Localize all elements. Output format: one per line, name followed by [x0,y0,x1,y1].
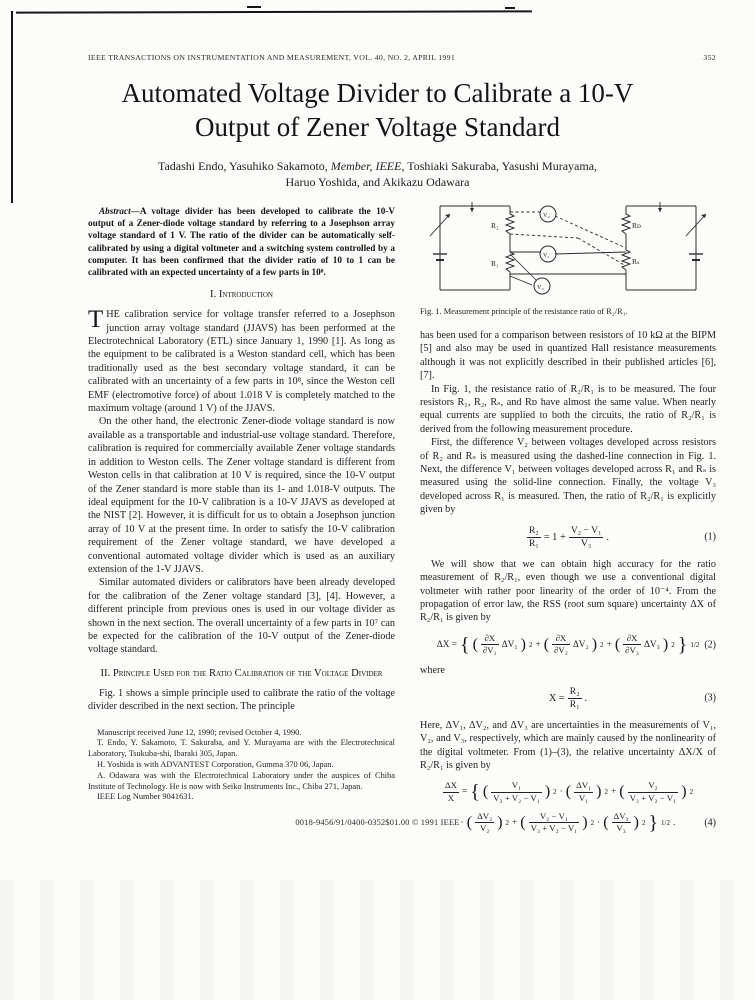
right-paragraph-2: In Fig. 1, the resistance ratio of R₂/R₁ is to be measured. The four resistors R₁, R₂, Rₛ, and Rᴅ have almost the same value. When nearly equal currents are supplied to both the circuits, the ratio of R₂/R₁ is derived from the following measurement procedure. [420,383,716,435]
paren-close: ) [520,635,526,653]
intro-paragraph-1-text: HE calibration service for voltage transfer referred to a Josephson junction array voltage standard (JJAVS) has been performed at the Electrotechnical Laboratory (ETL) since January 1, 1990 [1]. As long as the equipment to be calibrated is a Weston standard cell, which has been traditionally used as the best secondary voltage standard, it can be calibrated with an uncertainty of a few parts in 10⁸, since the Weston cell EMF (electromotive force) of about 1.018 V is completely matched to the maximum voltage (around 1 V) of the JJAVS. [88,309,395,415]
frac-v2v1-sum: $\frac{\text{V₂ − V₁}}{\text{V₃ + V₂ − V₁}}$ [530,810,578,834]
frac-v2v1-v3: $\frac{\text{V₂ − V₁}}{\text{V₃}}$ [570,524,602,549]
footnote-manuscript: Manuscript received June 12, 1990; revised October 4, 1990. [97,727,302,737]
frac-dx-dv3: $\frac{\partial X}{\text{∂V₃}}$ [625,632,639,656]
scan-artifact-top-line [16,10,532,13]
journal-line: IEEE TRANSACTIONS ON INSTRUMENTATION AND MEASUREMENT, VOL. 40, NO. 2, APRIL 1991 [88,53,456,62]
paren-open: ( [466,813,473,831]
frac-v1-sum: $\frac{\text{V₁}}{\text{V₃ + V₂ − V₁}}$ [493,780,540,803]
paper-title-line1: Automated Voltage Divider to Calibrate a 10-V [121,78,634,108]
cdot: · [559,787,563,798]
paren-open: ( [543,635,550,653]
dropcap-T: T [88,306,104,334]
frac-v2-sum: $\frac{\text{V₂}}{\text{V₃ + V₂ − V₁}}$ [629,780,677,803]
frac-dv2-v2: $\frac{\text{ΔV₂}}{\text{V₂}}$ [477,810,493,834]
authors-line1-pre: Tadashi Endo, Yasuhiko Sakamoto, [157,159,331,173]
eq1-period: . [606,531,610,543]
paper-title-line2: Output of Zener Voltage Standard [195,112,560,142]
equation-2-number: (2) [704,639,716,651]
plus-sign: + [610,787,617,798]
right-paragraph-4: We will show that we can obtain high accuracy for the ratio measurement of R₂/R₁, even though we use a conventional digital voltmeter with rather poor linearity of the order of 10⁻⁴. From the propagation of error law, the RSS (root sum square) uncertainty ΔX of R₂/R₁ is given by [420,558,716,624]
equation-1 [420,526,716,549]
circuit-diagram [420,196,716,300]
equation-3 [420,687,716,710]
two-column-body [88,196,716,842]
abstract-label: Abstract— [99,206,140,216]
copyright-line: 0018-9456/91/0400-0352$01.00 © 1991 IEEE [295,818,460,827]
paren-close: ) [596,783,602,801]
paren-close: ) [582,813,588,831]
right-paragraph-1: has been used for a comparison between resistors of 10 kΩ at the BIPM [5] and also may be used in quantized Hall resistance measurements although it was not explicitly described in their published articles [6], [7]. [420,330,716,382]
paren-open: ( [619,783,625,801]
right-paragraph-5: Here, ΔV₁, ΔV₂, and ΔV₃ are uncertainties in the measurements of V₁, V₂, and V₃, respectively, which are mainly caused by the nonlinearity of the digital voltmeter. From (1)–(3), the relative uncertainty ΔX/X of R₂/R₁ is given by [420,719,716,772]
figure-1 [420,196,716,317]
brace-open: { [470,781,480,804]
cdot: · [460,817,464,828]
paren-close: ) [633,813,639,831]
frac-dv1-v1: $\frac{\text{ΔV₁}}{\text{V₁}}$ [576,780,592,803]
eq2-dv1: ΔV₁ [501,639,518,650]
footnote-log-number: IEEE Log Number 9041631. [97,792,194,802]
where-label: where [420,665,445,677]
section-heading-principle: II. Principle Used for the Ratio Calibration of the Voltage Divider [100,667,383,679]
brace-close: } [648,811,659,834]
abstract [88,205,395,278]
plus-sign: + [606,639,612,650]
left-column [88,196,395,842]
principle-paragraph-1: Fig. 1 shows a simple principle used to calibrate the ratio of the voltage divider described in the next section. The principle [88,687,395,713]
frac-dxx: $\frac{\Delta X}{X}$ [444,780,457,803]
right-column [420,196,716,842]
authors-line1-post: , Toshiaki Sakuraba, Yasushi Murayama, [401,159,598,173]
frac-dx-dv1: $\frac{\partial X}{\text{∂V₁}}$ [482,632,497,656]
frac-dv3-v3: $\frac{\text{ΔV₃}}{\text{V₃}}$ [613,810,629,834]
paren-close: ) [681,783,687,801]
equation-1-number: (1) [704,531,716,543]
intro-paragraph-2: On the other hand, the electronic Zener-diode voltage standard is now available as a transportable and industrial-use voltage standard. Therefore, calibration is required for commercially available Zener voltage standards in addition to Weston cells. The Zener voltage standard is different from Weston cells in that calibration at 10 V is required, since the 10-V output of the Zener standard is more stable than its 1- and 1.018-V outputs. The ideal equipment for the 10-V calibration is a 10-V JJAVS as developed at the NIST [2]. However, it is difficult for us to obtain a Josephson junction array of 10 V at the present time. In order to satisfy the 10-V calibration requirement of the Zener voltage standard, we have developed a conventional automated voltage divider which is used as an auxiliary extension of the 1-V JJAVS. [88,416,395,575]
title-block [0,76,755,190]
running-head [88,53,716,62]
paren-close: ) [662,635,669,653]
page-number: 352 [703,53,716,62]
label-r1: R₁ [491,259,499,268]
eq1-mid: = 1 + [543,531,566,543]
paren-open: ( [472,635,478,653]
equation-4-line1: $\frac{\Delta X}{X}$ = { ( $\frac{\text{V₁}}{\text{V₃ + V₂ − V₁}}$ ) 2 · ( $\frac{\text{ΔV₁}}{\text{V₁}}$ ) 2 + ( $\frac{\text{V₂}}{\text{V₃ + V₂ − V₁}}$ ) 2 [444,780,694,804]
paren-open: ( [520,813,526,831]
frac-dx-dv2: $\frac{\partial X}{\text{∂V₂}}$ [554,632,568,656]
paren-open: ( [482,783,489,801]
paren-open: ( [614,635,621,653]
footnote-affiliation-advantest: H. Yoshida is with ADVANTEST Corporation, Gumma 370 06, Japan. [97,759,334,769]
label-rd: Rᴅ [632,221,641,230]
footnote-affiliation-etl: T. Endo, Y. Sakamoto, T. Sakuraba, and Y. Murayama are with the Electrotechnical Laboratory, Tsukuba-shi, Ibaraki 305, Japan. [88,738,395,759]
equation-2: ΔX = { ( $\frac{\partial X}{\text{∂V₁}}$ ΔV₁ ) 2 + ( $\frac{\partial X}{\text{∂V₂}}$ ΔV₂ ) 2 + ( $\frac{\partial X}{\text{∂V₃}}$ ΔV₃ ) 2 } 1/2 (2) [436,632,716,656]
brace-open: { [459,633,470,656]
equation-4-line2: · ( $\frac{\text{ΔV₂}}{\text{V₂}}$ ) 2 + ( $\frac{\text{V₂ − V₁}}{\text{V₃ + V₂ − V₁}}$ ) 2 · ( $\frac{\text{ΔV₃}}{\text{V₃}}$ ) 2 } 1/2 . (4) [460,810,716,834]
paren-close: ) [544,783,551,801]
eq2-lhs: ΔX = [436,639,457,650]
footnote-block [88,728,395,804]
footnote-affiliation-odawara: A. Odawara was with the Electrotechnical Laboratory under the auspices of Chiba Institute of Technology. He is now with Seiko Instruments Inc., Chiba 271, Japan. [88,770,395,791]
figure-1-caption: Fig. 1. Measurement principle of the resistance ratio of R₂/R₁. [420,307,628,316]
equation-4-number: (4) [704,817,716,829]
eq3-lhs: X = [548,692,565,704]
eq2-dv3: ΔV₃ [643,639,660,650]
plus-sign: + [535,639,541,650]
plus-sign: + [512,817,518,828]
paren-close: ) [497,813,503,831]
eq3-period: . [584,692,588,704]
frac-r2-r1: $\frac{\text{R₂}}{\text{R₁}}$ [528,524,539,549]
cdot: · [597,817,601,828]
label-v3: V₃ [537,284,544,291]
intro-paragraph-3: Similar automated dividers or calibrators have been already developed for the calibration of the Zener voltage standard [3], [4]. However, a different principle from previous ones is used in our voltage divider as shown in the next section. The overall uncertainty of a few parts in 10⁷ can be expected for the calibration of the 10-V output of the Zener-diode voltage standard. [88,577,395,656]
label-r2: R₂ [491,221,499,230]
right-paragraph-3: First, the difference V₂ between voltages developed across resistors of R₂ and Rₛ is measured using the dashed-line connection in Fig. 1. Next, the difference V₁ between voltages developed across R₁ and Rₛ is measured using the solid-line connection. Finally, the voltage V₃ developed across R₁ is measured. Then, the ratio of R₂/R₁ is explicitly given by [420,437,716,516]
label-v1: V₁ [543,252,550,259]
author-list [0,158,755,190]
label-v2: V₂ [543,212,550,219]
equation-3-number: (3) [704,692,716,704]
scan-noise-band [0,880,755,1000]
eq2-dv2: ΔV₂ [572,639,589,650]
frac-r2-r1-eq3: $\frac{\text{R₂}}{\text{R₁}}$ [569,685,580,710]
scan-artifact-dash [505,7,515,9]
scan-artifact-dash [247,6,261,8]
paren-open: ( [565,783,572,801]
intro-paragraph-1 [88,308,395,415]
abstract-text: A voltage divider has been developed to calibrate the 10-V output of a Zener-diode voltage standard by referring to a Josephson array voltage standard of 1 V. The ratio of the divider can be automatically self-calibrated by using a digital voltmeter and a switching system controlled by a computer. It has been confirmed that the divider ratio of 10 to 1 can be calibrated with an expected uncertainty of a few parts in 10⁸. [88,206,395,278]
authors-line2: Haruo Yoshida, and Akikazu Odawara [285,175,470,189]
member-ieee: Member, IEEE [330,159,402,173]
eq4-period: . [673,817,676,828]
label-rs: Rₛ [632,257,640,266]
paren-open: ( [603,813,609,831]
paren-close: ) [591,635,598,653]
section-heading-introduction: I. Introduction [210,289,273,301]
brace-close: } [677,633,688,656]
equals-sign: = [461,787,468,798]
